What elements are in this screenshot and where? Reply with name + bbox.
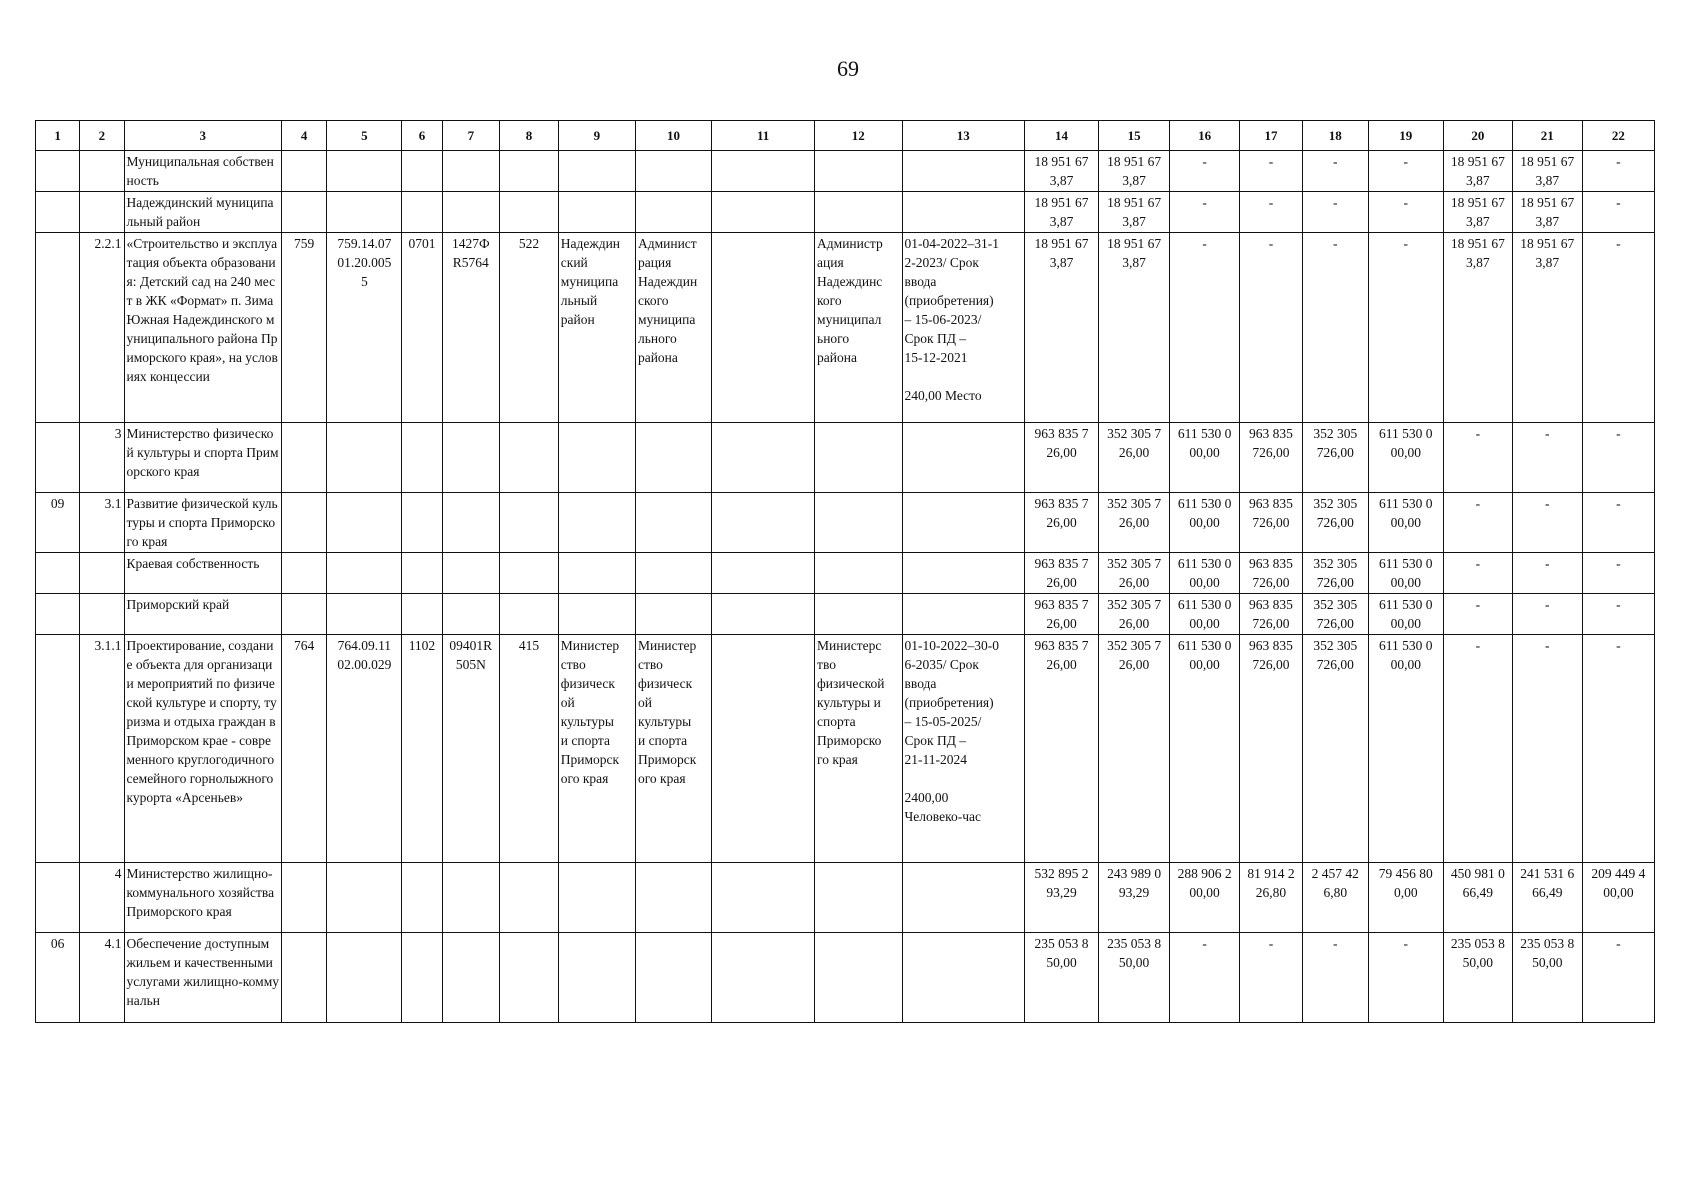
table-cell — [281, 493, 326, 553]
table-cell: - — [1170, 933, 1240, 1023]
table-cell: - — [1240, 192, 1303, 233]
table-cell: - — [1302, 151, 1368, 192]
table-cell: 288 906 2 00,00 — [1170, 863, 1240, 933]
table-cell — [500, 553, 559, 594]
table-cell: 759 — [281, 233, 326, 423]
column-header: 9 — [558, 121, 635, 151]
table-cell — [815, 493, 902, 553]
table-cell — [712, 863, 815, 933]
table-cell: 611 530 0 00,00 — [1170, 635, 1240, 863]
table-cell — [327, 423, 402, 493]
table-cell: 18 951 67 3,87 — [1443, 192, 1512, 233]
table-cell: 18 951 67 3,87 — [1512, 151, 1582, 192]
table-cell: Надеждинский муниципальный район — [124, 192, 281, 233]
table-cell: 2.2.1 — [80, 233, 124, 423]
table-cell — [36, 151, 80, 192]
table-cell: - — [1443, 493, 1512, 553]
table-cell: - — [1443, 594, 1512, 635]
table-cell: 79 456 80 0,00 — [1368, 863, 1443, 933]
table-cell: 18 951 67 3,87 — [1025, 192, 1099, 233]
column-header: 11 — [712, 121, 815, 151]
table-cell: - — [1582, 933, 1654, 1023]
table-cell — [36, 635, 80, 863]
table-cell — [36, 553, 80, 594]
table-cell: 963 835 726,00 — [1240, 493, 1303, 553]
table-cell: 235 053 8 50,00 — [1443, 933, 1512, 1023]
table-cell — [558, 192, 635, 233]
table-cell — [635, 553, 711, 594]
table-cell — [712, 594, 815, 635]
column-header: 10 — [635, 121, 711, 151]
column-header: 2 — [80, 121, 124, 151]
table-cell — [327, 553, 402, 594]
column-header: 15 — [1099, 121, 1170, 151]
table-cell: - — [1582, 635, 1654, 863]
table-row — [36, 233, 1655, 423]
table-cell — [712, 423, 815, 493]
table-cell: 18 951 67 3,87 — [1025, 233, 1099, 423]
table-row — [36, 423, 1655, 493]
table-cell — [80, 553, 124, 594]
table-cell: 611 530 0 00,00 — [1170, 493, 1240, 553]
table-cell: - — [1582, 423, 1654, 493]
column-header: 1 — [36, 121, 80, 151]
column-header: 16 — [1170, 121, 1240, 151]
table-cell: Надеждин ский муниципа льный район — [558, 233, 635, 423]
table-cell — [635, 151, 711, 192]
table-cell — [815, 192, 902, 233]
column-header: 12 — [815, 121, 902, 151]
table-cell — [281, 423, 326, 493]
table-cell — [402, 423, 442, 493]
table-cell — [442, 863, 500, 933]
table-cell — [902, 933, 1024, 1023]
table-cell — [558, 553, 635, 594]
table-cell — [635, 863, 711, 933]
table-cell: 18 951 67 3,87 — [1099, 151, 1170, 192]
table-cell: - — [1582, 493, 1654, 553]
table-cell — [281, 151, 326, 192]
table-cell — [635, 493, 711, 553]
table-cell: 06 — [36, 933, 80, 1023]
table-cell — [442, 933, 500, 1023]
table-cell: 963 835 726,00 — [1240, 594, 1303, 635]
table-cell: 4.1 — [80, 933, 124, 1023]
table-cell — [500, 493, 559, 553]
table-cell: - — [1582, 553, 1654, 594]
table-cell: 415 — [500, 635, 559, 863]
table-cell: 18 951 67 3,87 — [1099, 192, 1170, 233]
table-cell: - — [1582, 594, 1654, 635]
table-cell: 3 — [80, 423, 124, 493]
table-cell — [558, 933, 635, 1023]
table-row — [36, 192, 1655, 233]
table-cell: 611 530 0 00,00 — [1170, 553, 1240, 594]
table-cell — [635, 594, 711, 635]
table-cell: - — [1240, 933, 1303, 1023]
table-cell: 18 951 67 3,87 — [1443, 151, 1512, 192]
table-cell — [902, 863, 1024, 933]
table-cell: - — [1512, 594, 1582, 635]
column-header: 4 — [281, 121, 326, 151]
table-cell — [902, 594, 1024, 635]
table-cell — [902, 151, 1024, 192]
table-cell — [712, 192, 815, 233]
table-cell: - — [1368, 151, 1443, 192]
table-cell — [500, 863, 559, 933]
table-row — [36, 493, 1655, 553]
table-cell — [635, 192, 711, 233]
table-cell — [442, 594, 500, 635]
table-cell: Муниципальная собственность — [124, 151, 281, 192]
table-cell: 243 989 0 93,29 — [1099, 863, 1170, 933]
column-header: 7 — [442, 121, 500, 151]
table-cell — [500, 594, 559, 635]
table-cell: 4 — [80, 863, 124, 933]
column-header: 19 — [1368, 121, 1443, 151]
column-header: 17 — [1240, 121, 1303, 151]
table-cell: 01-04-2022–31-1 2-2023/ Срок ввода (приобретения) – 15-06-2023/ Срок ПД – 15-12-2021 240,00 Место — [902, 233, 1024, 423]
table-cell: 963 835 726,00 — [1240, 553, 1303, 594]
table-cell — [558, 423, 635, 493]
table-cell: «Строительство и эксплуатация объекта образования: Детский сад на 240 мест в ЖК «Формат» п. Зима Южная Надеждинского муниципального района Приморского края», на условиях концессии — [124, 233, 281, 423]
table-cell: 759.14.07 01.20.005 5 — [327, 233, 402, 423]
table-cell — [558, 151, 635, 192]
table-cell — [442, 192, 500, 233]
table-cell — [402, 933, 442, 1023]
table-cell — [327, 933, 402, 1023]
table-cell: 241 531 6 66,49 — [1512, 863, 1582, 933]
table-cell: 611 530 0 00,00 — [1368, 553, 1443, 594]
column-header: 21 — [1512, 121, 1582, 151]
table-cell — [402, 493, 442, 553]
table-cell: Развитие физической культуры и спорта Приморского края — [124, 493, 281, 553]
table-cell — [712, 493, 815, 553]
table-cell: 611 530 0 00,00 — [1170, 594, 1240, 635]
table-cell: 3.1 — [80, 493, 124, 553]
table-row — [36, 553, 1655, 594]
table-cell: 235 053 8 50,00 — [1025, 933, 1099, 1023]
table-cell — [327, 594, 402, 635]
table-cell: Обеспечение доступным жильем и качественными услугами жилищно-коммунальн — [124, 933, 281, 1023]
table-cell: 01-10-2022–30-0 6-2035/ Срок ввода (приобретения) – 15-05-2025/ Срок ПД – 21-11-2024 2400,00 Человеко-час — [902, 635, 1024, 863]
table-cell: 352 305 7 26,00 — [1099, 423, 1170, 493]
table-cell — [815, 151, 902, 192]
table-cell: Министерс тво физической культуры и спорта Приморско го края — [815, 635, 902, 863]
table-cell: 352 305 726,00 — [1302, 635, 1368, 863]
table-cell: 352 305 726,00 — [1302, 553, 1368, 594]
table-cell — [635, 423, 711, 493]
table-cell — [712, 151, 815, 192]
table-cell: 352 305 7 26,00 — [1099, 594, 1170, 635]
table-cell: 963 835 726,00 — [1240, 423, 1303, 493]
table-cell — [402, 553, 442, 594]
table-cell: Министерство физической культуры и спорта Приморского края — [124, 423, 281, 493]
column-header: 14 — [1025, 121, 1099, 151]
table-cell — [281, 594, 326, 635]
column-header: 6 — [402, 121, 442, 151]
table-cell: - — [1443, 553, 1512, 594]
table-cell — [36, 233, 80, 423]
table-cell: 18 951 67 3,87 — [1443, 233, 1512, 423]
table-cell: 09401R 505N — [442, 635, 500, 863]
table-cell: 522 — [500, 233, 559, 423]
table-cell: 963 835 7 26,00 — [1025, 594, 1099, 635]
table-cell — [36, 423, 80, 493]
table-cell: 3.1.1 — [80, 635, 124, 863]
table-cell — [281, 553, 326, 594]
table-cell: 963 835 7 26,00 — [1025, 635, 1099, 863]
table-cell: 81 914 2 26,80 — [1240, 863, 1303, 933]
column-header: 13 — [902, 121, 1024, 151]
table-cell: Краевая собственность — [124, 553, 281, 594]
table-cell — [712, 933, 815, 1023]
table-cell — [500, 933, 559, 1023]
table-cell: - — [1368, 933, 1443, 1023]
table-cell: Проектирование, создание объекта для организации мероприятий по физической культуре и спорту, туризма и отдыха граждан в Приморском крае - современного круглогодичного семейного горнолыжного курорта «Арсеньев» — [124, 635, 281, 863]
table-cell: Админист рация Надеждин ского муниципа льного района — [635, 233, 711, 423]
table-cell: 764 — [281, 635, 326, 863]
table-cell — [402, 151, 442, 192]
table-cell: - — [1368, 233, 1443, 423]
table-cell — [500, 423, 559, 493]
table-cell — [327, 493, 402, 553]
table-cell: 18 951 67 3,87 — [1512, 192, 1582, 233]
table-row — [36, 635, 1655, 863]
table-cell: Администр ация Надеждинс кого муниципал ьного района — [815, 233, 902, 423]
table-cell — [635, 933, 711, 1023]
table-cell: 09 — [36, 493, 80, 553]
table-cell — [712, 553, 815, 594]
column-header: 5 — [327, 121, 402, 151]
table-cell: 963 835 7 26,00 — [1025, 423, 1099, 493]
table-cell — [712, 635, 815, 863]
table-cell: - — [1170, 151, 1240, 192]
table-cell: - — [1368, 192, 1443, 233]
column-header: 18 — [1302, 121, 1368, 151]
table-cell — [281, 192, 326, 233]
table-cell — [815, 594, 902, 635]
column-header: 22 — [1582, 121, 1654, 151]
table-cell: - — [1240, 233, 1303, 423]
table-cell — [281, 863, 326, 933]
table-cell: Министерство жилищно-коммунального хозяйства Приморского края — [124, 863, 281, 933]
data-table — [35, 120, 1655, 1023]
table-cell: - — [1582, 192, 1654, 233]
table-cell: 450 981 0 66,49 — [1443, 863, 1512, 933]
table-cell: - — [1582, 233, 1654, 423]
table-cell — [902, 553, 1024, 594]
table-cell: 963 835 7 26,00 — [1025, 493, 1099, 553]
table-cell: - — [1582, 151, 1654, 192]
table-cell: - — [1443, 423, 1512, 493]
table-row — [36, 594, 1655, 635]
table-cell — [500, 192, 559, 233]
table-cell — [902, 493, 1024, 553]
table-cell: 352 305 726,00 — [1302, 423, 1368, 493]
table-cell: - — [1302, 192, 1368, 233]
table-cell: 611 530 0 00,00 — [1368, 423, 1443, 493]
table-cell: Приморский край — [124, 594, 281, 635]
table-cell — [712, 233, 815, 423]
table-cell: 352 305 7 26,00 — [1099, 553, 1170, 594]
table-cell — [80, 151, 124, 192]
table-cell: - — [1512, 423, 1582, 493]
table-cell: - — [1302, 933, 1368, 1023]
table-cell — [902, 423, 1024, 493]
table-row — [36, 151, 1655, 192]
table-cell — [327, 863, 402, 933]
table-cell — [442, 423, 500, 493]
table-cell — [281, 933, 326, 1023]
table-cell: 352 305 7 26,00 — [1099, 635, 1170, 863]
column-header: 20 — [1443, 121, 1512, 151]
table-cell: 18 951 67 3,87 — [1512, 233, 1582, 423]
table-cell: 209 449 4 00,00 — [1582, 863, 1654, 933]
table-cell: 611 530 0 00,00 — [1170, 423, 1240, 493]
column-header: 3 — [124, 121, 281, 151]
table-cell — [558, 594, 635, 635]
table-cell — [402, 863, 442, 933]
table-cell — [327, 151, 402, 192]
table-cell — [815, 863, 902, 933]
table-cell — [80, 192, 124, 233]
table-cell: - — [1512, 553, 1582, 594]
column-header: 8 — [500, 121, 559, 151]
table-cell — [36, 192, 80, 233]
table-cell: - — [1512, 493, 1582, 553]
table-cell: 1427Ф R5764 — [442, 233, 500, 423]
page-number: 69 — [837, 56, 859, 81]
table-cell — [442, 553, 500, 594]
table-cell: 963 835 7 26,00 — [1025, 553, 1099, 594]
table-cell: 963 835 726,00 — [1240, 635, 1303, 863]
table-cell: 611 530 0 00,00 — [1368, 493, 1443, 553]
table-cell: - — [1443, 635, 1512, 863]
table-cell: - — [1170, 233, 1240, 423]
table-cell — [558, 863, 635, 933]
table-cell — [36, 863, 80, 933]
table-cell — [500, 151, 559, 192]
table-cell: 611 530 0 00,00 — [1368, 594, 1443, 635]
table-cell: 352 305 7 26,00 — [1099, 493, 1170, 553]
table-cell: 235 053 8 50,00 — [1512, 933, 1582, 1023]
table-cell: 18 951 67 3,87 — [1025, 151, 1099, 192]
table-cell: Министер ство физическ ой культуры и спорта Приморск ого края — [635, 635, 711, 863]
table-cell — [815, 423, 902, 493]
table-cell: - — [1512, 635, 1582, 863]
table-cell: 1102 — [402, 635, 442, 863]
table-cell — [402, 192, 442, 233]
table-row — [36, 863, 1655, 933]
table-cell: - — [1240, 151, 1303, 192]
table-cell: - — [1170, 192, 1240, 233]
table-cell: 0701 — [402, 233, 442, 423]
table-row — [36, 933, 1655, 1023]
table-header-row — [36, 121, 1655, 151]
table-cell: - — [1302, 233, 1368, 423]
table-cell — [558, 493, 635, 553]
table-cell — [442, 493, 500, 553]
table-cell: Министер ство физическ ой культуры и спорта Приморск ого края — [558, 635, 635, 863]
table-cell — [902, 192, 1024, 233]
table-cell — [327, 192, 402, 233]
table-cell: 352 305 726,00 — [1302, 594, 1368, 635]
table-cell: 352 305 726,00 — [1302, 493, 1368, 553]
table-cell: 532 895 2 93,29 — [1025, 863, 1099, 933]
table-cell: 611 530 0 00,00 — [1368, 635, 1443, 863]
table-cell: 18 951 67 3,87 — [1099, 233, 1170, 423]
table-cell: 764.09.11 02.00.029 — [327, 635, 402, 863]
table-cell — [442, 151, 500, 192]
table-cell — [402, 594, 442, 635]
table-cell — [80, 594, 124, 635]
table-cell — [815, 553, 902, 594]
table-cell — [815, 933, 902, 1023]
table-cell: 2 457 42 6,80 — [1302, 863, 1368, 933]
table-cell: 235 053 8 50,00 — [1099, 933, 1170, 1023]
table-cell — [36, 594, 80, 635]
